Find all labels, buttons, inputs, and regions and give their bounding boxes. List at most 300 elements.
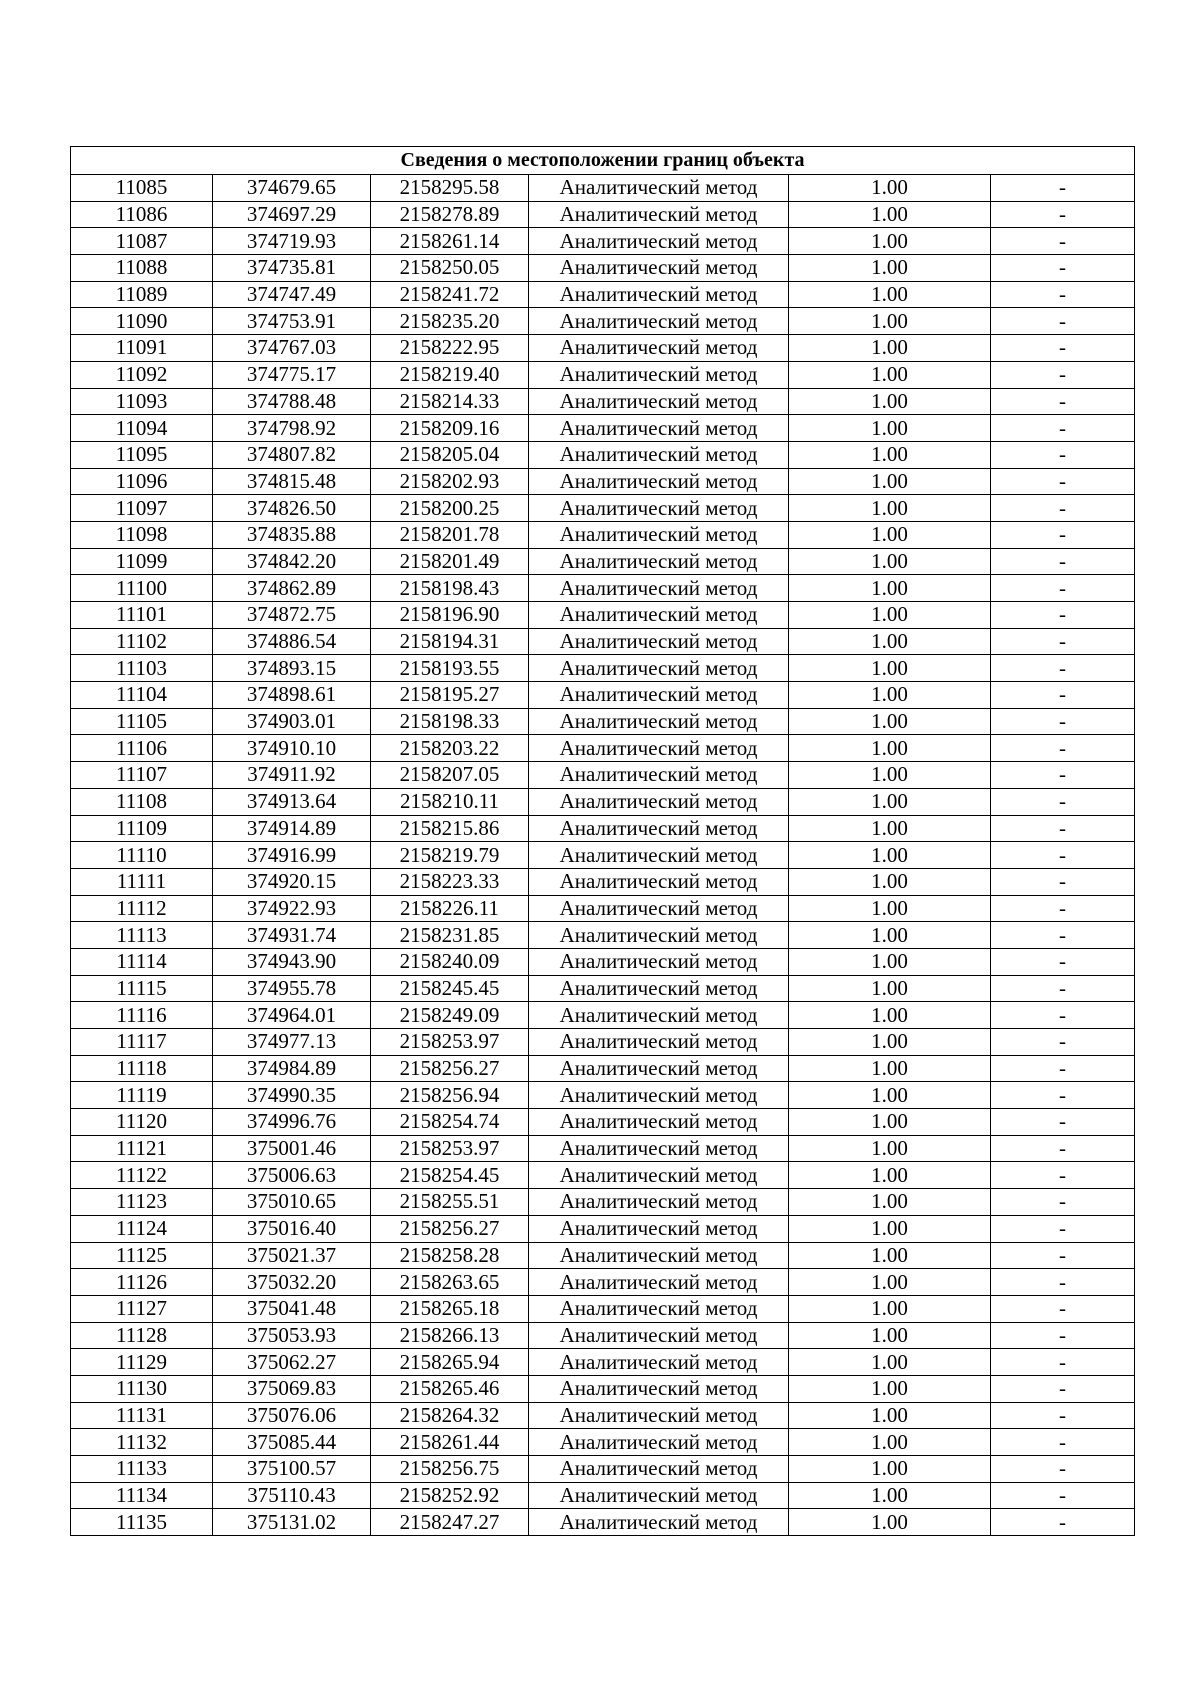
y-coordinate-cell: 2158254.45 bbox=[371, 1162, 529, 1189]
x-coordinate-cell: 374679.65 bbox=[213, 175, 371, 202]
note-cell: - bbox=[991, 975, 1135, 1002]
point-number-cell: 11126 bbox=[71, 1269, 213, 1296]
point-number-cell: 11104 bbox=[71, 682, 213, 709]
y-coordinate-cell: 2158219.40 bbox=[371, 361, 529, 388]
point-number-cell: 11105 bbox=[71, 708, 213, 735]
point-number-cell: 11115 bbox=[71, 975, 213, 1002]
y-coordinate-cell: 2158278.89 bbox=[371, 201, 529, 228]
x-coordinate-cell: 374931.74 bbox=[213, 922, 371, 949]
point-number-cell: 11108 bbox=[71, 788, 213, 815]
y-coordinate-cell: 2158223.33 bbox=[371, 868, 529, 895]
accuracy-cell: 1.00 bbox=[789, 521, 991, 548]
boundary-coordinates-table bbox=[70, 146, 1135, 1536]
y-coordinate-cell: 2158253.97 bbox=[371, 1029, 529, 1056]
point-number-cell: 11097 bbox=[71, 495, 213, 522]
method-cell: Аналитический метод bbox=[529, 1429, 789, 1456]
table-title: Сведения о местоположении границ объекта bbox=[71, 147, 1135, 175]
accuracy-cell: 1.00 bbox=[789, 495, 991, 522]
accuracy-cell: 1.00 bbox=[789, 1375, 991, 1402]
x-coordinate-cell: 374910.10 bbox=[213, 735, 371, 762]
accuracy-cell: 1.00 bbox=[789, 735, 991, 762]
note-cell: - bbox=[991, 361, 1135, 388]
accuracy-cell: 1.00 bbox=[789, 388, 991, 415]
point-number-cell: 11111 bbox=[71, 868, 213, 895]
table-row bbox=[71, 1162, 1135, 1189]
method-cell: Аналитический метод bbox=[529, 1295, 789, 1322]
table-row bbox=[71, 1349, 1135, 1376]
point-number-cell: 11125 bbox=[71, 1242, 213, 1269]
note-cell: - bbox=[991, 388, 1135, 415]
y-coordinate-cell: 2158265.46 bbox=[371, 1375, 529, 1402]
point-number-cell: 11106 bbox=[71, 735, 213, 762]
x-coordinate-cell: 374893.15 bbox=[213, 655, 371, 682]
y-coordinate-cell: 2158295.58 bbox=[371, 175, 529, 202]
y-coordinate-cell: 2158256.94 bbox=[371, 1082, 529, 1109]
x-coordinate-cell: 375041.48 bbox=[213, 1295, 371, 1322]
accuracy-cell: 1.00 bbox=[789, 335, 991, 362]
method-cell: Аналитический метод bbox=[529, 1349, 789, 1376]
x-coordinate-cell: 374977.13 bbox=[213, 1029, 371, 1056]
table-row bbox=[71, 548, 1135, 575]
point-number-cell: 11107 bbox=[71, 762, 213, 789]
y-coordinate-cell: 2158252.92 bbox=[371, 1482, 529, 1509]
note-cell: - bbox=[991, 335, 1135, 362]
y-coordinate-cell: 2158226.11 bbox=[371, 895, 529, 922]
note-cell: - bbox=[991, 1402, 1135, 1429]
x-coordinate-cell: 375076.06 bbox=[213, 1402, 371, 1429]
table-row bbox=[71, 1135, 1135, 1162]
point-number-cell: 11120 bbox=[71, 1109, 213, 1136]
point-number-cell: 11135 bbox=[71, 1509, 213, 1536]
x-coordinate-cell: 374916.99 bbox=[213, 842, 371, 869]
method-cell: Аналитический метод bbox=[529, 735, 789, 762]
accuracy-cell: 1.00 bbox=[789, 228, 991, 255]
y-coordinate-cell: 2158241.72 bbox=[371, 281, 529, 308]
method-cell: Аналитический метод bbox=[529, 1242, 789, 1269]
method-cell: Аналитический метод bbox=[529, 175, 789, 202]
note-cell: - bbox=[991, 1269, 1135, 1296]
table-row bbox=[71, 602, 1135, 629]
note-cell: - bbox=[991, 655, 1135, 682]
method-cell: Аналитический метод bbox=[529, 361, 789, 388]
point-number-cell: 11119 bbox=[71, 1082, 213, 1109]
x-coordinate-cell: 375016.40 bbox=[213, 1215, 371, 1242]
x-coordinate-cell: 375110.43 bbox=[213, 1482, 371, 1509]
note-cell: - bbox=[991, 468, 1135, 495]
accuracy-cell: 1.00 bbox=[789, 1456, 991, 1483]
point-number-cell: 11086 bbox=[71, 201, 213, 228]
point-number-cell: 11124 bbox=[71, 1215, 213, 1242]
method-cell: Аналитический метод bbox=[529, 1082, 789, 1109]
y-coordinate-cell: 2158258.28 bbox=[371, 1242, 529, 1269]
method-cell: Аналитический метод bbox=[529, 548, 789, 575]
table-row bbox=[71, 1509, 1135, 1536]
y-coordinate-cell: 2158253.97 bbox=[371, 1135, 529, 1162]
table-row bbox=[71, 495, 1135, 522]
accuracy-cell: 1.00 bbox=[789, 948, 991, 975]
method-cell: Аналитический метод bbox=[529, 1189, 789, 1216]
note-cell: - bbox=[991, 1135, 1135, 1162]
y-coordinate-cell: 2158247.27 bbox=[371, 1509, 529, 1536]
x-coordinate-cell: 374898.61 bbox=[213, 682, 371, 709]
point-number-cell: 11123 bbox=[71, 1189, 213, 1216]
method-cell: Аналитический метод bbox=[529, 1215, 789, 1242]
table-row bbox=[71, 1322, 1135, 1349]
accuracy-cell: 1.00 bbox=[789, 1029, 991, 1056]
point-number-cell: 11095 bbox=[71, 441, 213, 468]
point-number-cell: 11129 bbox=[71, 1349, 213, 1376]
method-cell: Аналитический метод bbox=[529, 495, 789, 522]
point-number-cell: 11087 bbox=[71, 228, 213, 255]
method-cell: Аналитический метод bbox=[529, 682, 789, 709]
note-cell: - bbox=[991, 1189, 1135, 1216]
table-row bbox=[71, 762, 1135, 789]
accuracy-cell: 1.00 bbox=[789, 1482, 991, 1509]
method-cell: Аналитический метод bbox=[529, 922, 789, 949]
accuracy-cell: 1.00 bbox=[789, 1215, 991, 1242]
method-cell: Аналитический метод bbox=[529, 1135, 789, 1162]
note-cell: - bbox=[991, 548, 1135, 575]
method-cell: Аналитический метод bbox=[529, 762, 789, 789]
note-cell: - bbox=[991, 1349, 1135, 1376]
table-row bbox=[71, 628, 1135, 655]
accuracy-cell: 1.00 bbox=[789, 762, 991, 789]
accuracy-cell: 1.00 bbox=[789, 1189, 991, 1216]
method-cell: Аналитический метод bbox=[529, 1375, 789, 1402]
x-coordinate-cell: 374753.91 bbox=[213, 308, 371, 335]
accuracy-cell: 1.00 bbox=[789, 1509, 991, 1536]
y-coordinate-cell: 2158250.05 bbox=[371, 255, 529, 282]
note-cell: - bbox=[991, 415, 1135, 442]
method-cell: Аналитический метод bbox=[529, 415, 789, 442]
x-coordinate-cell: 374990.35 bbox=[213, 1082, 371, 1109]
note-cell: - bbox=[991, 842, 1135, 869]
method-cell: Аналитический метод bbox=[529, 1402, 789, 1429]
x-coordinate-cell: 375032.20 bbox=[213, 1269, 371, 1296]
x-coordinate-cell: 374697.29 bbox=[213, 201, 371, 228]
y-coordinate-cell: 2158254.74 bbox=[371, 1109, 529, 1136]
accuracy-cell: 1.00 bbox=[789, 1349, 991, 1376]
point-number-cell: 11109 bbox=[71, 815, 213, 842]
table-row bbox=[71, 441, 1135, 468]
y-coordinate-cell: 2158201.78 bbox=[371, 521, 529, 548]
accuracy-cell: 1.00 bbox=[789, 1269, 991, 1296]
accuracy-cell: 1.00 bbox=[789, 1109, 991, 1136]
y-coordinate-cell: 2158198.33 bbox=[371, 708, 529, 735]
note-cell: - bbox=[991, 495, 1135, 522]
point-number-cell: 11098 bbox=[71, 521, 213, 548]
table-body bbox=[71, 175, 1135, 1536]
table-row bbox=[71, 1242, 1135, 1269]
point-number-cell: 11099 bbox=[71, 548, 213, 575]
method-cell: Аналитический метод bbox=[529, 788, 789, 815]
method-cell: Аналитический метод bbox=[529, 1482, 789, 1509]
y-coordinate-cell: 2158210.11 bbox=[371, 788, 529, 815]
y-coordinate-cell: 2158256.27 bbox=[371, 1215, 529, 1242]
accuracy-cell: 1.00 bbox=[789, 468, 991, 495]
note-cell: - bbox=[991, 175, 1135, 202]
note-cell: - bbox=[991, 922, 1135, 949]
note-cell: - bbox=[991, 255, 1135, 282]
method-cell: Аналитический метод bbox=[529, 602, 789, 629]
x-coordinate-cell: 374862.89 bbox=[213, 575, 371, 602]
point-number-cell: 11127 bbox=[71, 1295, 213, 1322]
y-coordinate-cell: 2158222.95 bbox=[371, 335, 529, 362]
x-coordinate-cell: 374807.82 bbox=[213, 441, 371, 468]
table-row bbox=[71, 1082, 1135, 1109]
note-cell: - bbox=[991, 815, 1135, 842]
x-coordinate-cell: 374775.17 bbox=[213, 361, 371, 388]
point-number-cell: 11118 bbox=[71, 1055, 213, 1082]
point-number-cell: 11114 bbox=[71, 948, 213, 975]
table-row bbox=[71, 788, 1135, 815]
method-cell: Аналитический метод bbox=[529, 868, 789, 895]
table-row bbox=[71, 255, 1135, 282]
note-cell: - bbox=[991, 201, 1135, 228]
table-row bbox=[71, 922, 1135, 949]
accuracy-cell: 1.00 bbox=[789, 1402, 991, 1429]
method-cell: Аналитический метод bbox=[529, 575, 789, 602]
method-cell: Аналитический метод bbox=[529, 1162, 789, 1189]
y-coordinate-cell: 2158245.45 bbox=[371, 975, 529, 1002]
method-cell: Аналитический метод bbox=[529, 815, 789, 842]
point-number-cell: 11100 bbox=[71, 575, 213, 602]
method-cell: Аналитический метод bbox=[529, 975, 789, 1002]
method-cell: Аналитический метод bbox=[529, 655, 789, 682]
accuracy-cell: 1.00 bbox=[789, 815, 991, 842]
method-cell: Аналитический метод bbox=[529, 708, 789, 735]
point-number-cell: 11112 bbox=[71, 895, 213, 922]
x-coordinate-cell: 374943.90 bbox=[213, 948, 371, 975]
x-coordinate-cell: 375010.65 bbox=[213, 1189, 371, 1216]
table-row bbox=[71, 1482, 1135, 1509]
note-cell: - bbox=[991, 682, 1135, 709]
accuracy-cell: 1.00 bbox=[789, 682, 991, 709]
accuracy-cell: 1.00 bbox=[789, 1429, 991, 1456]
method-cell: Аналитический метод bbox=[529, 842, 789, 869]
accuracy-cell: 1.00 bbox=[789, 255, 991, 282]
x-coordinate-cell: 375069.83 bbox=[213, 1375, 371, 1402]
note-cell: - bbox=[991, 521, 1135, 548]
x-coordinate-cell: 375100.57 bbox=[213, 1456, 371, 1483]
y-coordinate-cell: 2158214.33 bbox=[371, 388, 529, 415]
accuracy-cell: 1.00 bbox=[789, 788, 991, 815]
y-coordinate-cell: 2158194.31 bbox=[371, 628, 529, 655]
accuracy-cell: 1.00 bbox=[789, 842, 991, 869]
note-cell: - bbox=[991, 708, 1135, 735]
note-cell: - bbox=[991, 1295, 1135, 1322]
x-coordinate-cell: 374911.92 bbox=[213, 762, 371, 789]
y-coordinate-cell: 2158209.16 bbox=[371, 415, 529, 442]
method-cell: Аналитический метод bbox=[529, 1002, 789, 1029]
table-row bbox=[71, 948, 1135, 975]
table-row bbox=[71, 1055, 1135, 1082]
note-cell: - bbox=[991, 868, 1135, 895]
accuracy-cell: 1.00 bbox=[789, 922, 991, 949]
x-coordinate-cell: 374955.78 bbox=[213, 975, 371, 1002]
note-cell: - bbox=[991, 762, 1135, 789]
method-cell: Аналитический метод bbox=[529, 1055, 789, 1082]
table-row bbox=[71, 1029, 1135, 1056]
x-coordinate-cell: 374922.93 bbox=[213, 895, 371, 922]
accuracy-cell: 1.00 bbox=[789, 975, 991, 1002]
point-number-cell: 11096 bbox=[71, 468, 213, 495]
point-number-cell: 11131 bbox=[71, 1402, 213, 1429]
y-coordinate-cell: 2158256.27 bbox=[371, 1055, 529, 1082]
table-row bbox=[71, 1189, 1135, 1216]
note-cell: - bbox=[991, 1029, 1135, 1056]
method-cell: Аналитический метод bbox=[529, 281, 789, 308]
accuracy-cell: 1.00 bbox=[789, 1135, 991, 1162]
method-cell: Аналитический метод bbox=[529, 335, 789, 362]
table-row bbox=[71, 1002, 1135, 1029]
y-coordinate-cell: 2158256.75 bbox=[371, 1456, 529, 1483]
x-coordinate-cell: 374920.15 bbox=[213, 868, 371, 895]
table-row bbox=[71, 228, 1135, 255]
table-row bbox=[71, 868, 1135, 895]
y-coordinate-cell: 2158203.22 bbox=[371, 735, 529, 762]
point-number-cell: 11092 bbox=[71, 361, 213, 388]
accuracy-cell: 1.00 bbox=[789, 281, 991, 308]
accuracy-cell: 1.00 bbox=[789, 708, 991, 735]
table-row bbox=[71, 1109, 1135, 1136]
table-row bbox=[71, 415, 1135, 442]
accuracy-cell: 1.00 bbox=[789, 575, 991, 602]
y-coordinate-cell: 2158264.32 bbox=[371, 1402, 529, 1429]
x-coordinate-cell: 374996.76 bbox=[213, 1109, 371, 1136]
table-row bbox=[71, 682, 1135, 709]
method-cell: Аналитический метод bbox=[529, 1029, 789, 1056]
accuracy-cell: 1.00 bbox=[789, 548, 991, 575]
accuracy-cell: 1.00 bbox=[789, 1082, 991, 1109]
table-row bbox=[71, 521, 1135, 548]
point-number-cell: 11094 bbox=[71, 415, 213, 442]
table-row bbox=[71, 708, 1135, 735]
table-row bbox=[71, 1402, 1135, 1429]
note-cell: - bbox=[991, 1082, 1135, 1109]
table-row bbox=[71, 335, 1135, 362]
x-coordinate-cell: 374815.48 bbox=[213, 468, 371, 495]
point-number-cell: 11088 bbox=[71, 255, 213, 282]
x-coordinate-cell: 374767.03 bbox=[213, 335, 371, 362]
point-number-cell: 11091 bbox=[71, 335, 213, 362]
table-row bbox=[71, 815, 1135, 842]
y-coordinate-cell: 2158255.51 bbox=[371, 1189, 529, 1216]
accuracy-cell: 1.00 bbox=[789, 415, 991, 442]
x-coordinate-cell: 374964.01 bbox=[213, 1002, 371, 1029]
note-cell: - bbox=[991, 1002, 1135, 1029]
method-cell: Аналитический метод bbox=[529, 895, 789, 922]
point-number-cell: 11133 bbox=[71, 1456, 213, 1483]
point-number-cell: 11122 bbox=[71, 1162, 213, 1189]
y-coordinate-cell: 2158202.93 bbox=[371, 468, 529, 495]
accuracy-cell: 1.00 bbox=[789, 655, 991, 682]
note-cell: - bbox=[991, 788, 1135, 815]
point-number-cell: 11090 bbox=[71, 308, 213, 335]
note-cell: - bbox=[991, 602, 1135, 629]
note-cell: - bbox=[991, 1055, 1135, 1082]
method-cell: Аналитический метод bbox=[529, 1269, 789, 1296]
y-coordinate-cell: 2158193.55 bbox=[371, 655, 529, 682]
table-row bbox=[71, 361, 1135, 388]
method-cell: Аналитический метод bbox=[529, 1509, 789, 1536]
note-cell: - bbox=[991, 1429, 1135, 1456]
note-cell: - bbox=[991, 281, 1135, 308]
accuracy-cell: 1.00 bbox=[789, 1295, 991, 1322]
table-row bbox=[71, 655, 1135, 682]
note-cell: - bbox=[991, 735, 1135, 762]
x-coordinate-cell: 374903.01 bbox=[213, 708, 371, 735]
method-cell: Аналитический метод bbox=[529, 1322, 789, 1349]
table-row bbox=[71, 575, 1135, 602]
note-cell: - bbox=[991, 1509, 1135, 1536]
point-number-cell: 11085 bbox=[71, 175, 213, 202]
y-coordinate-cell: 2158219.79 bbox=[371, 842, 529, 869]
table-row bbox=[71, 175, 1135, 202]
method-cell: Аналитический метод bbox=[529, 308, 789, 335]
method-cell: Аналитический метод bbox=[529, 628, 789, 655]
note-cell: - bbox=[991, 1375, 1135, 1402]
x-coordinate-cell: 375053.93 bbox=[213, 1322, 371, 1349]
table-row bbox=[71, 975, 1135, 1002]
point-number-cell: 11103 bbox=[71, 655, 213, 682]
method-cell: Аналитический метод bbox=[529, 948, 789, 975]
x-coordinate-cell: 374835.88 bbox=[213, 521, 371, 548]
x-coordinate-cell: 374914.89 bbox=[213, 815, 371, 842]
y-coordinate-cell: 2158205.04 bbox=[371, 441, 529, 468]
method-cell: Аналитический метод bbox=[529, 201, 789, 228]
method-cell: Аналитический метод bbox=[529, 388, 789, 415]
note-cell: - bbox=[991, 308, 1135, 335]
x-coordinate-cell: 375131.02 bbox=[213, 1509, 371, 1536]
y-coordinate-cell: 2158266.13 bbox=[371, 1322, 529, 1349]
y-coordinate-cell: 2158196.90 bbox=[371, 602, 529, 629]
y-coordinate-cell: 2158215.86 bbox=[371, 815, 529, 842]
note-cell: - bbox=[991, 1482, 1135, 1509]
note-cell: - bbox=[991, 948, 1135, 975]
accuracy-cell: 1.00 bbox=[789, 1322, 991, 1349]
table-row bbox=[71, 1429, 1135, 1456]
point-number-cell: 11113 bbox=[71, 922, 213, 949]
note-cell: - bbox=[991, 1215, 1135, 1242]
x-coordinate-cell: 374788.48 bbox=[213, 388, 371, 415]
y-coordinate-cell: 2158235.20 bbox=[371, 308, 529, 335]
point-number-cell: 11093 bbox=[71, 388, 213, 415]
x-coordinate-cell: 375021.37 bbox=[213, 1242, 371, 1269]
y-coordinate-cell: 2158265.94 bbox=[371, 1349, 529, 1376]
table-row bbox=[71, 1456, 1135, 1483]
note-cell: - bbox=[991, 441, 1135, 468]
point-number-cell: 11110 bbox=[71, 842, 213, 869]
method-cell: Аналитический метод bbox=[529, 1456, 789, 1483]
y-coordinate-cell: 2158240.09 bbox=[371, 948, 529, 975]
accuracy-cell: 1.00 bbox=[789, 1002, 991, 1029]
x-coordinate-cell: 375062.27 bbox=[213, 1349, 371, 1376]
table-row bbox=[71, 1295, 1135, 1322]
note-cell: - bbox=[991, 1162, 1135, 1189]
table-row bbox=[71, 1269, 1135, 1296]
table-row bbox=[71, 1215, 1135, 1242]
point-number-cell: 11101 bbox=[71, 602, 213, 629]
x-coordinate-cell: 374719.93 bbox=[213, 228, 371, 255]
y-coordinate-cell: 2158201.49 bbox=[371, 548, 529, 575]
x-coordinate-cell: 375001.46 bbox=[213, 1135, 371, 1162]
y-coordinate-cell: 2158261.14 bbox=[371, 228, 529, 255]
accuracy-cell: 1.00 bbox=[789, 895, 991, 922]
note-cell: - bbox=[991, 1242, 1135, 1269]
x-coordinate-cell: 374872.75 bbox=[213, 602, 371, 629]
note-cell: - bbox=[991, 228, 1135, 255]
